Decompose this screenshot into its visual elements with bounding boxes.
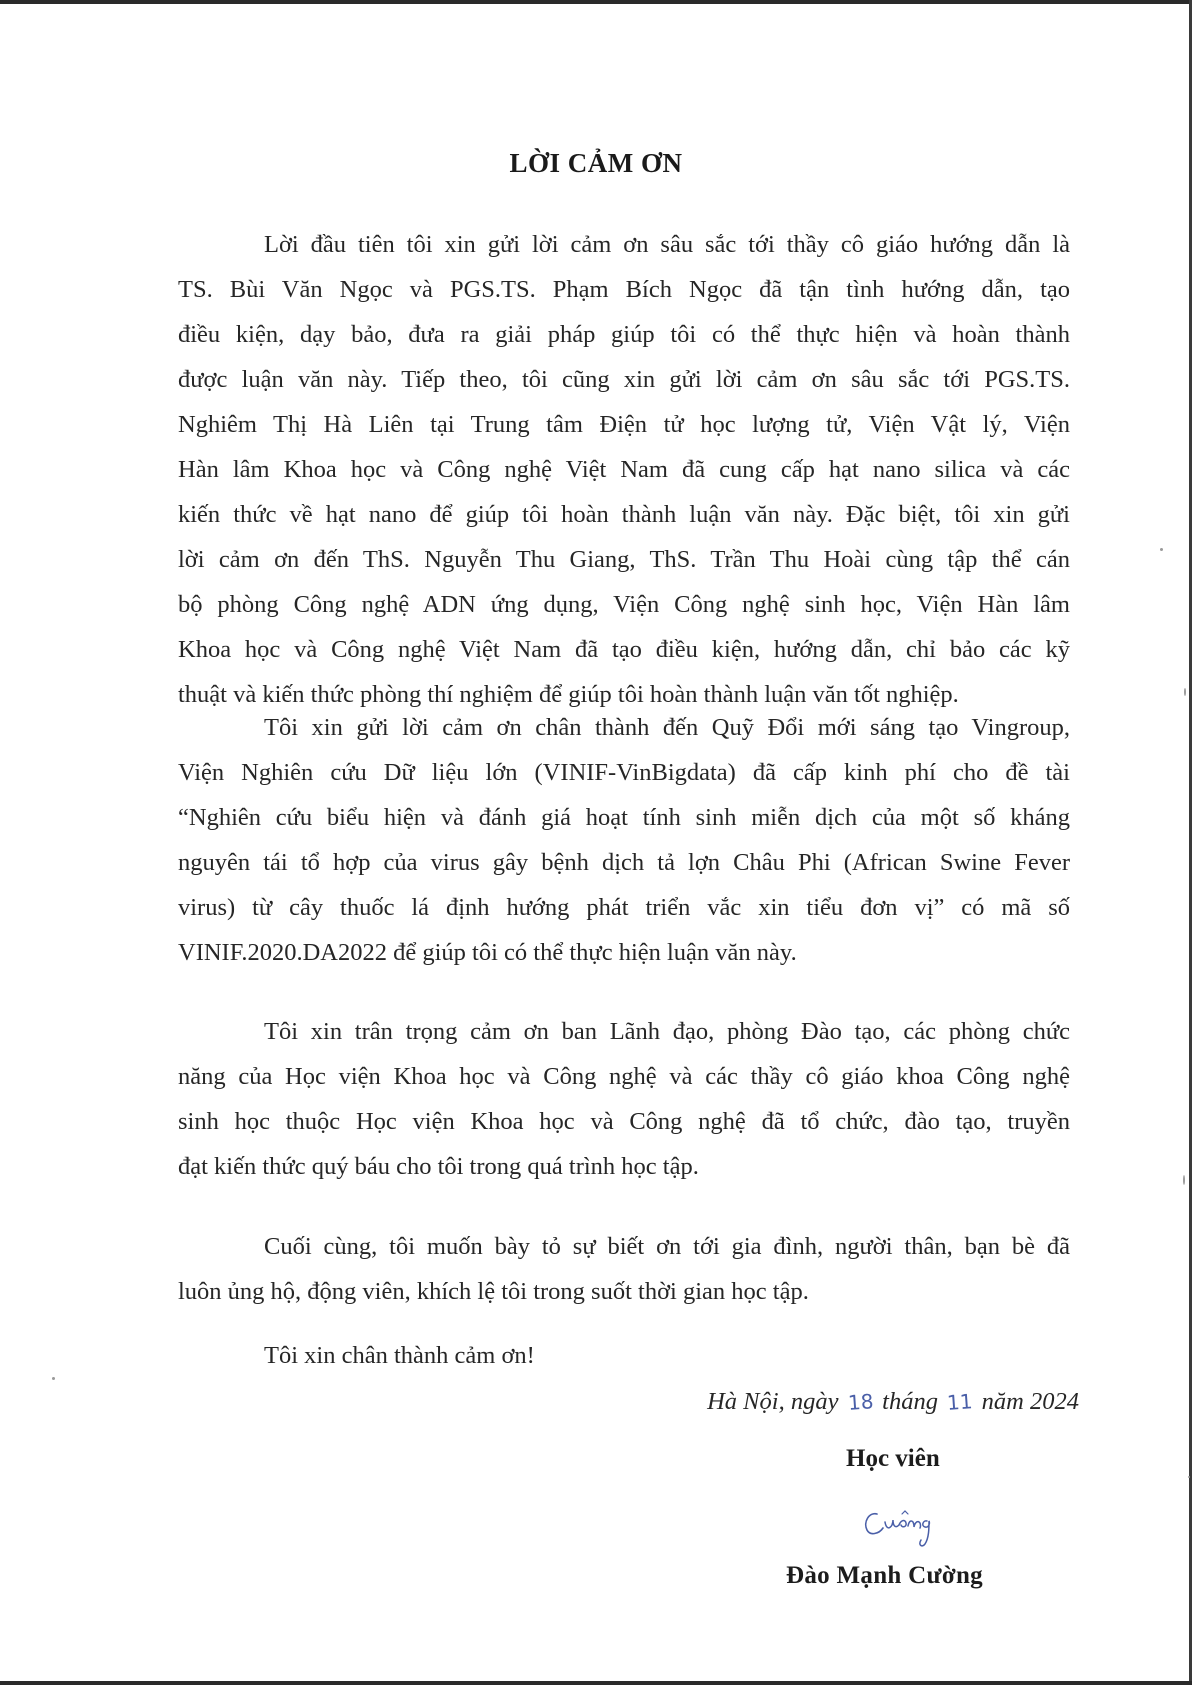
handwritten-signature (855, 1492, 955, 1552)
paragraph-4 (178, 1224, 1070, 1314)
date-year-label: năm 2024 (981, 1388, 1079, 1415)
text-line: “Nghiên cứu biểu hiện và đánh giá hoạt tính sinh miễn dịch của một số kháng (178, 804, 1070, 831)
text-line: nguyên tái tổ hợp của virus gây bệnh dịch tả lợn Châu Phi (African Swine Fever (178, 849, 1070, 876)
text-line: bộ phòng Công nghệ ADN ứng dụng, Viện Công nghệ sinh học, Viện Hàn lâm (178, 591, 1070, 618)
scan-edge-top (0, 0, 1192, 4)
scan-speck (1160, 548, 1163, 551)
scan-edge-bottom (0, 1681, 1192, 1685)
text-line: Tôi xin trân trọng cảm ơn ban Lãnh đạo, phòng Đào tạo, các phòng chức (264, 1018, 1070, 1045)
scan-speck (1183, 1175, 1185, 1185)
date-month-label: tháng (882, 1388, 938, 1415)
text-line: virus) từ cây thuốc lá định hướng phát triển vắc xin tiểu đơn vị” có mã số (178, 894, 1070, 921)
scan-speck (1184, 688, 1186, 696)
date-day-handwritten: 18 (846, 1389, 874, 1415)
text-line: Cuối cùng, tôi muốn bày tỏ sự biết ơn tới gia đình, người thân, bạn bè đã (264, 1233, 1070, 1260)
text-line: sinh học thuộc Học viện Khoa học và Công nghệ đã tổ chức, đào tạo, truyền (178, 1108, 1070, 1135)
page-title: LỜI CẢM ƠN (509, 148, 683, 178)
text-line: luôn ủng hộ, động viên, khích lệ tôi trong suốt thời gian học tập. (178, 1278, 809, 1305)
signer-role: Học viên (846, 1445, 940, 1472)
text-line: Tôi xin gửi lời cảm ơn chân thành đến Quỹ Đổi mới sáng tạo Vingroup, (264, 714, 1070, 741)
text-line: Nghiêm Thị Hà Liên tại Trung tâm Điện tử học lượng tử, Viện Vật lý, Viện (178, 411, 1070, 438)
text-line: Khoa học và Công nghệ Việt Nam đã tạo điều kiện, hướng dẫn, chỉ bảo các kỹ (178, 636, 1070, 663)
text-line: Viện Nghiên cứu Dữ liệu lớn (VINIF-VinBigdata) đã cấp kinh phí cho đề tài (178, 759, 1070, 786)
scan-speck (52, 1377, 55, 1380)
text-line: đạt kiến thức quý báu cho tôi trong quá trình học tập. (178, 1153, 699, 1180)
paragraph-3 (178, 1009, 1070, 1189)
paragraph-1 (178, 222, 1070, 717)
text-line: Lời đầu tiên tôi xin gửi lời cảm ơn sâu sắc tới thầy cô giáo hướng dẫn là (264, 231, 1070, 258)
closing-line (178, 1333, 1070, 1378)
text-line: Tôi xin chân thành cảm ơn! (264, 1342, 535, 1369)
text-line: kiến thức về hạt nano để giúp tôi hoàn thành luận văn này. Đặc biệt, tôi xin gửi (178, 501, 1070, 528)
scan-speck (1188, 1476, 1190, 1478)
signer-name: Đào Mạnh Cường (786, 1562, 983, 1589)
text-line: điều kiện, dạy bảo, đưa ra giải pháp giúp tôi có thể thực hiện và hoàn thành (178, 321, 1070, 348)
text-line: được luận văn này. Tiếp theo, tôi cũng xin gửi lời cảm ơn sâu sắc tới PGS.TS. (178, 366, 1070, 393)
text-line: năng của Học viện Khoa học và Công nghệ và các thầy cô giáo khoa Công nghệ (178, 1063, 1070, 1090)
text-line: VINIF.2020.DA2022 để giúp tôi có thể thực hiện luận văn này. (178, 939, 797, 966)
text-line: Hàn lâm Khoa học và Công nghệ Việt Nam đã cung cấp hạt nano silica và các (178, 456, 1070, 483)
date-line (707, 1388, 1079, 1416)
paragraph-2 (178, 705, 1070, 975)
text-line: TS. Bùi Văn Ngọc và PGS.TS. Phạm Bích Ngọc đã tận tình hướng dẫn, tạo (178, 276, 1070, 303)
date-month-handwritten: 11 (946, 1389, 974, 1415)
date-prefix: Hà Nội, ngày (707, 1388, 839, 1415)
text-line: thuật và kiến thức phòng thí nghiệm để giúp tôi hoàn thành luận văn tốt nghiệp. (178, 681, 959, 708)
text-line: lời cảm ơn đến ThS. Nguyễn Thu Giang, ThS. Trần Thu Hoài cùng tập thể cán (178, 546, 1070, 573)
